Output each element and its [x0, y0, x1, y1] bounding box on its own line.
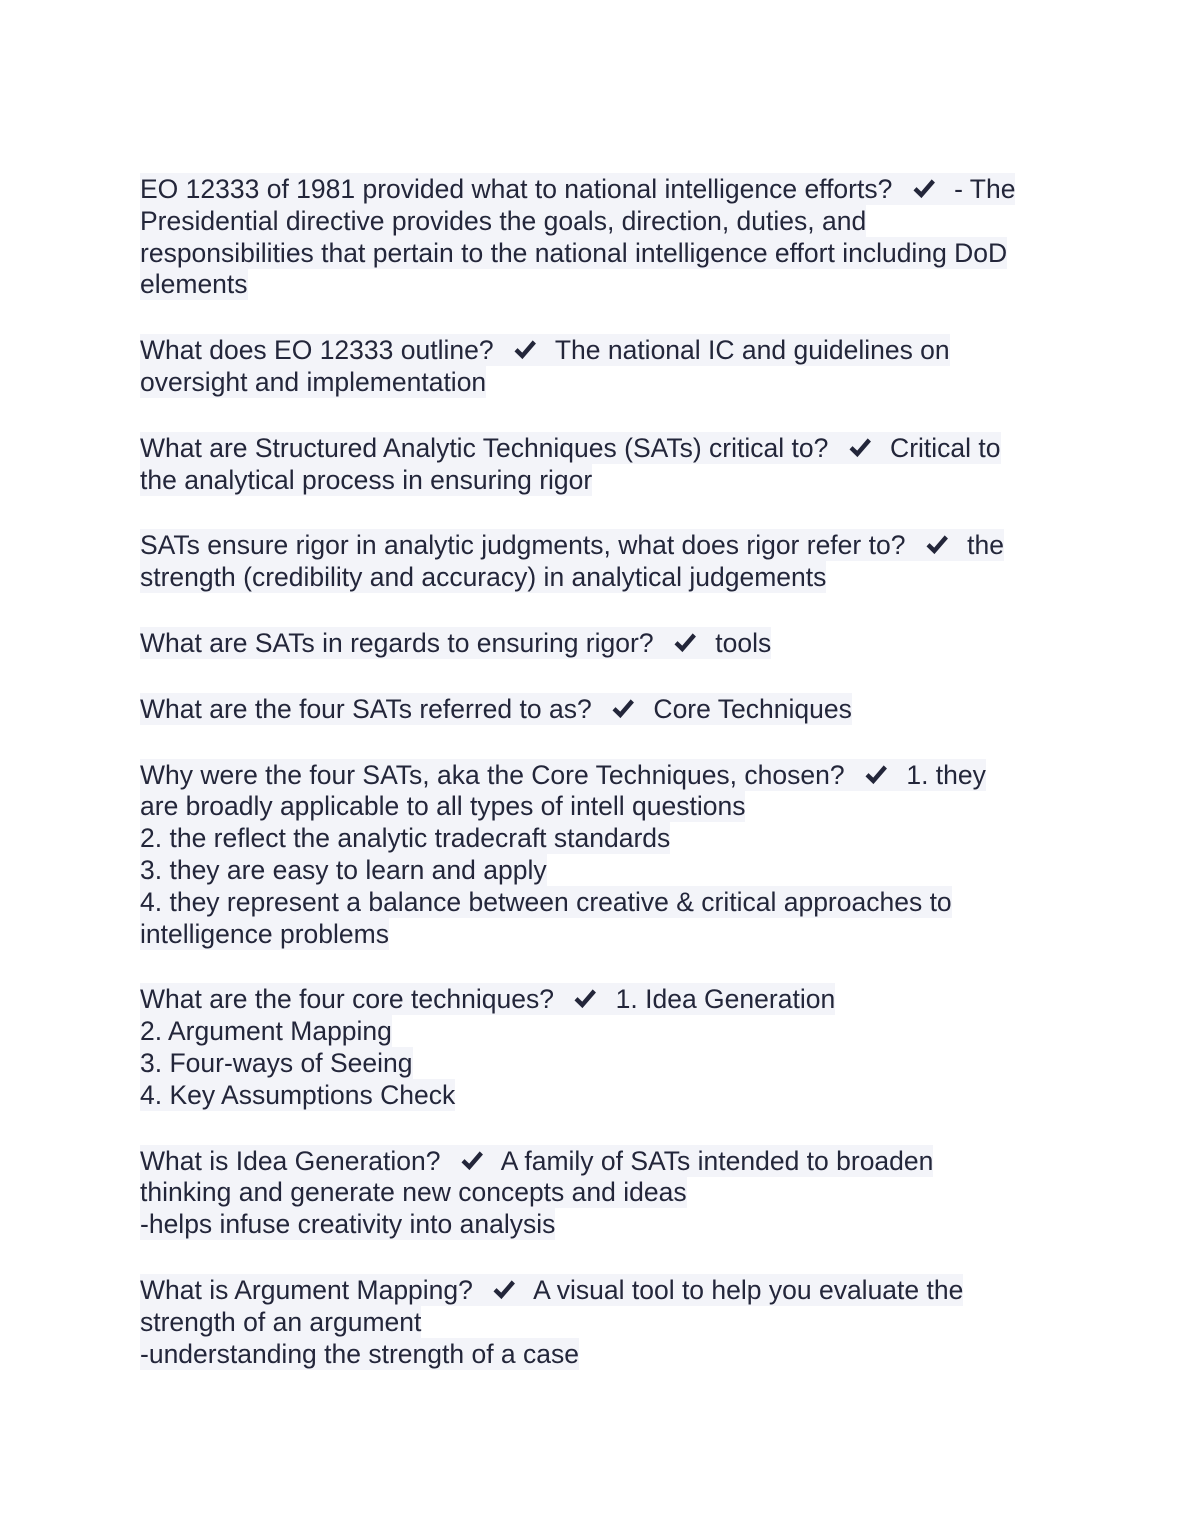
- answer-line: oversight and implementation: [140, 366, 487, 397]
- checkmark-icon: [910, 175, 938, 203]
- qa-item: [140, 760, 1050, 951]
- qa-item: [140, 433, 1050, 497]
- answer-line: 3. Four-ways of Seeing: [140, 1047, 413, 1078]
- checkmark-icon: [862, 761, 890, 789]
- question-text: What are Structured Analytic Techniques (SATs) critical to?: [140, 432, 836, 463]
- question-text: What is Argument Mapping?: [140, 1274, 481, 1305]
- checkmark-icon: [571, 985, 599, 1013]
- answer-text: 1. Idea Generation: [608, 984, 836, 1015]
- question-text: What does EO 12333 outline?: [140, 335, 501, 366]
- answer-line: Presidential directive provides the goals, direction, duties, and: [140, 205, 867, 236]
- document-page: [140, 174, 1050, 1404]
- answer-line: intelligence problems: [140, 918, 389, 949]
- answer-line: 4. they represent a balance between creative & critical approaches to: [140, 886, 952, 917]
- checkmark-icon: [671, 629, 699, 657]
- question-text: EO 12333 of 1981 provided what to national intelligence efforts?: [140, 174, 900, 204]
- checkmark-icon: [490, 1276, 518, 1304]
- question-text: What are the four core techniques?: [140, 984, 562, 1015]
- answer-line: elements: [140, 269, 248, 300]
- checkmark-icon: [846, 434, 874, 462]
- question-text: What are the four SATs referred to as?: [140, 693, 600, 724]
- qa-item: [140, 984, 1050, 1111]
- question-text: What is Idea Generation?: [140, 1145, 448, 1176]
- answer-line: the analytical process in ensuring rigor: [140, 464, 593, 495]
- question-text: SATs ensure rigor in analytic judgments, what does rigor refer to?: [140, 530, 913, 561]
- answer-line: responsibilities that pertain to the national intelligence effort including DoD: [140, 237, 1008, 268]
- answer-text: A visual tool to help you evaluate the: [527, 1274, 964, 1305]
- checkmark-icon: [511, 336, 539, 364]
- qa-item: [140, 694, 1050, 726]
- answer-text: The national IC and guidelines on: [547, 335, 950, 366]
- answer-text: - The: [946, 174, 1016, 204]
- answer-line: 4. Key Assumptions Check: [140, 1079, 456, 1110]
- answer-line: 3. they are easy to learn and apply: [140, 854, 547, 885]
- qa-item: [140, 530, 1050, 594]
- answer-line: are broadly applicable to all types of intell questions: [140, 791, 746, 822]
- answer-line: 2. Argument Mapping: [140, 1016, 392, 1047]
- answer-line: 2. the reflect the analytic tradecraft standards: [140, 823, 671, 854]
- answer-text: the: [959, 530, 1004, 561]
- answer-line: -understanding the strength of a case: [140, 1338, 580, 1369]
- checkmark-icon: [458, 1147, 486, 1175]
- answer-line: strength (credibility and accuracy) in analytical judgements: [140, 562, 827, 593]
- answer-text: A family of SATs intended to broaden: [494, 1145, 934, 1176]
- answer-line: strength of an argument: [140, 1306, 422, 1337]
- question-text: Why were the four SATs, aka the Core Techniques, chosen?: [140, 759, 852, 790]
- answer-text: tools: [707, 627, 772, 658]
- question-text: What are SATs in regards to ensuring rigor?: [140, 627, 661, 658]
- checkmark-icon: [923, 531, 951, 559]
- qa-item: [140, 1146, 1050, 1241]
- checkmark-icon: [609, 695, 637, 723]
- answer-text: Core Techniques: [646, 693, 852, 724]
- qa-item: [140, 174, 1050, 301]
- answer-text: 1. they: [898, 759, 986, 790]
- qa-item: [140, 335, 1050, 399]
- answer-line: -helps infuse creativity into analysis: [140, 1209, 556, 1240]
- answer-text: Critical to: [882, 432, 1001, 463]
- qa-item: [140, 628, 1050, 660]
- qa-item: [140, 1275, 1050, 1370]
- answer-line: thinking and generate new concepts and ideas: [140, 1177, 687, 1208]
